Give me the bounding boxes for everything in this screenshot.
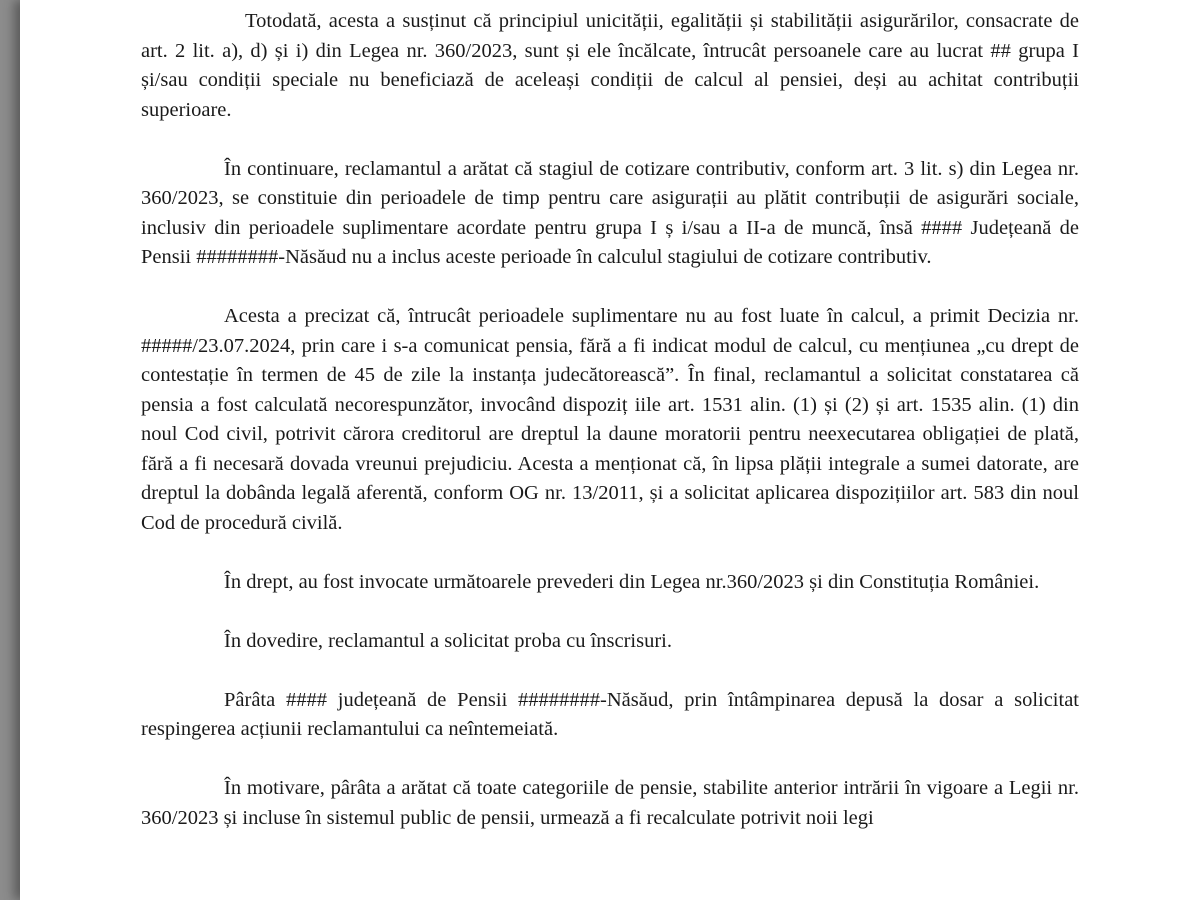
paragraph-1: Totodată, acesta a susținut că principiul unicității, egalității și stabilității asigurărilor, consacrate de art. 2 lit. a), d) și i) din Legea nr. 360/2023, sunt și ele încălcate, întrucât persoanele care au lucrat ## grupa I și/sau condiții speciale nu beneficiază de aceleași condiții de calcul al pensiei, deși au achitat contribuții superioare. (141, 10, 1079, 121)
document-page (20, 0, 1200, 900)
paragraph-7: În motivare, pârâta a arătat că toate categoriile de pensie, stabilite anterior intrării în vigoare a Legii nr. 360/2023 și incluse în sistemul public de pensii, urmează a fi recalculate potrivit noii legi (141, 777, 1079, 829)
paragraph-4: În drept, au fost invocate următoarele prevederi din Legea nr.360/2023 și din Constituția României. (224, 570, 1040, 593)
paragraph-2: În continuare, reclamantul a arătat că stagiul de cotizare contributiv, conform art. 3 lit. s) din Legea nr. 360/2023, se constituie din perioadele de timp pentru care asigurații au plătit contribuții de asigurări sociale, inclusiv din perioadele suplimentare acordate pentru grupa I ș i/sau a II-a de muncă, însă #### Județeană de Pensii ########-Năsăud nu a inclus aceste perioade în calculul stagiului de cotizare contributiv. (141, 157, 1079, 268)
document-body (141, 7, 1079, 863)
paragraph-6: Pârâta #### județeană de Pensii ########-Năsăud, prin întâmpinarea depusă la dosar a solicitat respingerea acțiunii reclamantului ca neîntemeiată. (141, 688, 1079, 740)
paragraph-3: Acesta a precizat că, întrucât perioadele suplimentare nu au fost luate în calcul, a primit Decizia nr. #####/23.07.2024, prin care i s-a comunicat pensia, fără a fi indicat modul de calcul, cu mențiunea „cu drept de contestație în termen de 45 de zile la instanța judecătorească”. În final, reclamantul a solicitat constatarea că pensia a fost calculată necorespunzător, invocând dispoziț iile art. 1531 alin. (1) și (2) și art. 1535 alin. (1) din noul Cod civil, potrivit cărora creditorul are dreptul la daune moratorii pentru neexecutarea obligației de plată, fără a fi necesară dovada vreunui prejudiciu. Acesta a menționat că, în lipsa plății integrale a sumei datorate, are dreptul la dobânda legală aferentă, conform OG nr. 13/2011, și a solicitat aplicarea dispozițiilor art. 583 din noul Cod de procedură civilă. (141, 305, 1079, 534)
paragraph-5: În dovedire, reclamantul a solicitat proba cu înscrisuri. (224, 629, 672, 652)
